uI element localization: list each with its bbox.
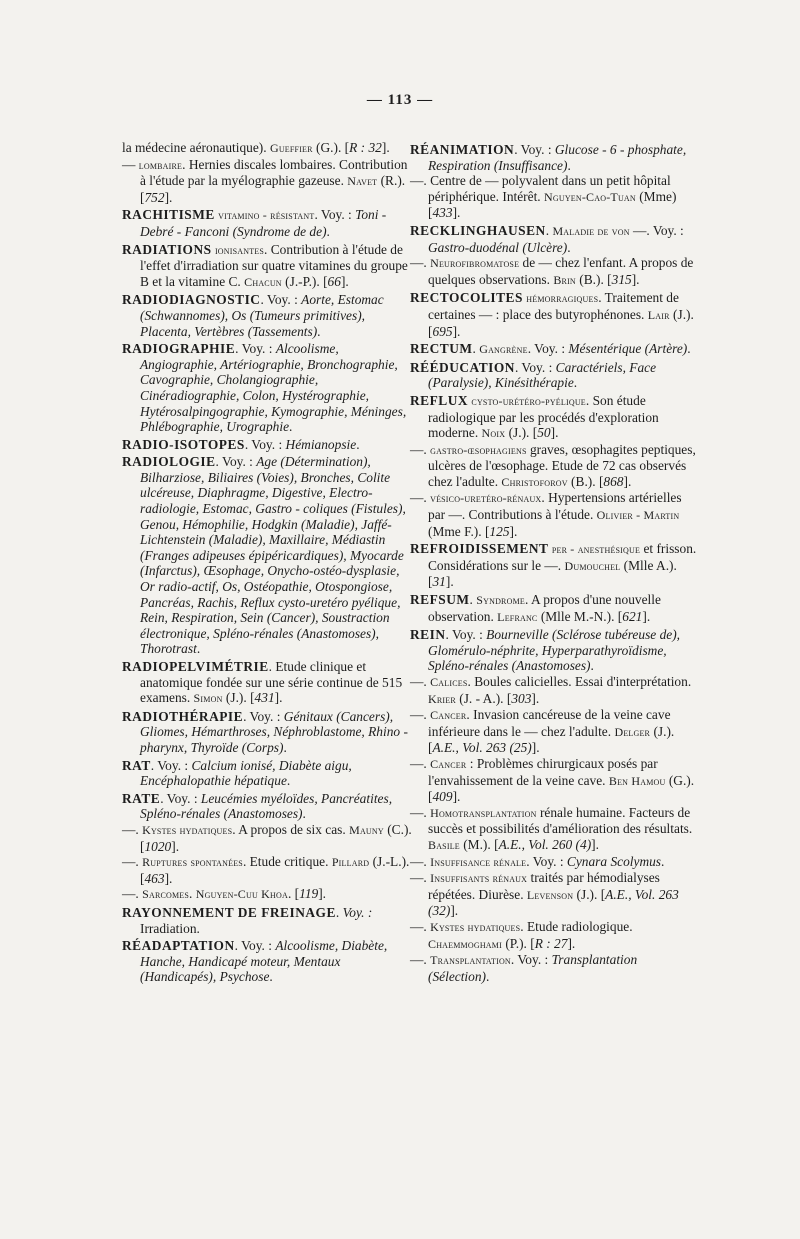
index-entry: REFSUM. Syndrome. A propos d'une nouvelle observation. Lefranc (Mlle M.-N.). [621]. [410,592,661,624]
index-entry: RADIATIONS ionisantes. Contribution à l'étude de l'effet d'irradiation sur quatre vitamines du groupe B et la vitamine C. Chacun (J.-P.). [66]. [122,241,408,289]
index-entry: RAYONNEMENT DE FREINAGE. Voy. : Irradiation. [122,904,373,936]
index-entry: RADIOPELVIMÉTRIE. Etude clinique et anatomique fondée sur une série continue de 515 examens. Simon (J.). [431]. [122,659,403,706]
index-entry: RADIOTHÉRAPIE. Voy. : Génitaux (Cancers), Gliomes, Hémarthroses, Néphroblastome, Rhino - pharynx, Thyroïde (Corps). [122,708,408,755]
index-entry: — lombaire. Hernies discales lombaires. Contribution à l'étude par la myélographie gazeuse. Navet (R.). [752]. [122,156,408,205]
right-column [410,140,700,984]
index-entry: —. Kystes hydatiques. Etude radiologique. Chaemmoghami (P.). [R : 27]. [410,918,633,951]
index-entry: —. Transplantation. Voy. : Transplantation (Sélection). [410,952,638,984]
index-entry: RADIOGRAPHIE. Voy. : Alcoolisme, Angiographie, Artériographie, Bronchographie, Cavographie, Cholangiographie, Cinéradiographie, Colon, Hystérographie, Hytérosalpingographie, Kymographie, Méninges, Phlébographie, Urographie. [122,341,407,435]
index-entry: RACHITISME vitamino - résistant. Voy. : Toni - Debré - Fanconi (Syndrome de de). [122,207,387,239]
index-entry: la médecine aéronautique). Gueffier (G.). [R : 32]. [122,140,390,155]
index-entry: —. Kystes hydatiques. A propos de six cas. Mauny (C.). [1020]. [122,821,412,854]
index-entry: —. Calices. Boules calicielles. Essai d'interprétation. Krier (J. - A.). [303]. [410,674,692,706]
index-entry: RECTOCOLITES hémorragiques. Traitement de certaines — : place des butyrophénones. Lair (J.). [695]. [410,290,694,339]
index-entry: —. Insuffisants rénaux traités par hémodialyses répétées. Diurèse. Levenson (J.). [A.E., Vol. 263 (32)]. [410,870,679,919]
index-entry: —. gastro-œsophagiens graves, œsophagites peptiques, ulcères de l'œsophage. Etude de 72 cas observés chez l'adulte. Christoforov (B.). [868]. [410,441,696,489]
index-entry: —. vésico-uretéro-rénaux. Hypertensions artérielles par —. Contributions à l'étude. Olivier - Martin (Mme F.). [125]. [410,490,682,539]
index-entry: —. Cancer. Invasion cancéreuse de la veine cave inférieure dans le — chez l'adulte. Delger (J.). [A.E., Vol. 263 (25)]. [410,707,675,756]
page-number: — 113 — [366,92,434,108]
index-entry: RÉADAPTATION. Voy. : Alcoolisme, Diabète, Hanche, Handicapé moteur, Mentaux (Handicapés), Psychose. [122,938,388,985]
left-column [122,140,412,985]
index-entry: —. Homotransplantation rénale humaine. Facteurs de succès et possibilités d'amélioration des résultats. Basile (M.). [A.E., Vol. 260 (4)]. [410,804,693,852]
index-entry: RECKLINGHAUSEN. Maladie de von —. Voy. : Gastro-duodénal (Ulcère). [410,222,684,255]
index-entry: —. Neurofibromatose de — chez l'enfant. A propos de quelques observations. Brin (B.). [315]. [410,255,694,287]
index-entry: —. Insuffisance rénale. Voy. : Cynara Scolymus. [410,853,665,869]
index-entry: RECTUM. Gangrène. Voy. : Mésentérique (Artère). [410,341,691,357]
index-entry: RAT. Voy. : Calcium ionisé, Diabète aigu, Encéphalopathie hépatique. [122,757,352,789]
index-entry: RATE. Voy. : Leucémies myéloïdes, Pancréatites, Spléno-rénales (Anastomoses). [122,790,393,822]
index-entry: RADIOLOGIE. Voy. : Age (Détermination), Bilharziose, Biliaires (Voies), Bronches, Colite ulcéreuse, Diaphragme, Digestive, Electro-radiologie, Estomac, Gastro - coliques (Fistules), Genou, Hémophilie, Hodgkin (Maladie), Jaffé-Lichtenstein (Maladie), Maxillaire, Médiastin (Franges adipeuses épipéricardiques), Myocarde (Infarctus), Œsophage, Onycho-ostéo-dysplasie, Or radio-actif, Os, Ostéopathie, Otospongiose, Pancréas, Rachis, Reflux cysto-uretéro pyélique, Rein, Respiration, Sein (Cancer), Soustraction électronique, Spléno-rénales (Anastomoses), Thorotrast. [122,454,406,657]
index-entry: RADIODIAGNOSTIC. Voy. : Aorte, Estomac (Schwannomes), Os (Tumeurs primitives), Placenta, Vertèbres (Tassements). [122,292,384,339]
index-entry: RÉÉDUCATION. Voy. : Caractériels, Face (Paralysie), Kinésithérapie. [410,359,657,391]
index-entry: REIN. Voy. : Bourneville (Sclérose tubéreuse de), Glomérulo-néphrite, Hyperparathyroïdisme, Spléno-rénales (Anastomoses). [410,627,681,674]
index-entry: RADIO-ISOTOPES. Voy. : Hémianopsie. [122,436,360,452]
index-entry: RÉANIMATION. Voy. : Glucose - 6 - phosphate, Respiration (Insuffisance). [410,142,687,173]
index-entry: —. Sarcomes. Nguyen-Cuu Khoa. [119]. [122,886,327,902]
index-entry: —. Ruptures spontanées. Etude critique. Pillard (J.-L.). [463]. [122,854,410,886]
index-entry: —. Cancer : Problèmes chirurgicaux posés par l'envahissement de la veine cave. Ben Hamou (G.). [409]. [410,755,695,805]
index-entry: REFLUX cysto-urétéro-pyélique. Son étude radiologique par les procédés d'exploration moderne. Noix (J.). [50]. [410,392,659,441]
index-entry: —. Centre de — polyvalent dans un petit hôpital périphérique. Intérêt. Nguyen-Cao-Tuan (Mme) [433]. [410,173,677,221]
index-entry: REFROIDISSEMENT per - anesthésique et frisson. Considérations sur le —. Dumouchel (Mlle A.). [31]. [410,541,697,590]
